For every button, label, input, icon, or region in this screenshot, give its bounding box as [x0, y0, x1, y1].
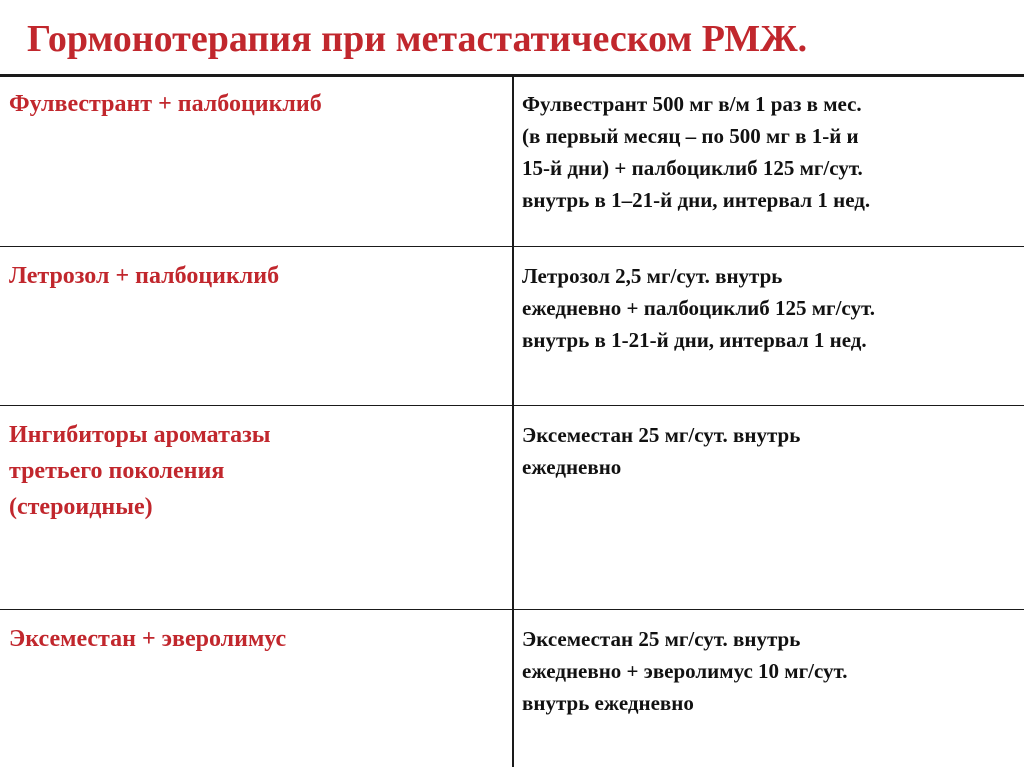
- regimen-dosage: Фулвестрант 500 мг в/м 1 раз в мес. (в первый месяц – по 500 мг в 1-й и 15-й дни) + палбоциклиб 125 мг/сут. внутрь в 1–21-й дни, интервал 1 нед.: [522, 92, 871, 212]
- regimen-name: Летрозол + палбоциклиб: [9, 263, 280, 289]
- regimen-dosage: Эксеместан 25 мг/сут. внутрь ежедневно: [522, 423, 801, 479]
- page-title: Гормонотерапия при метастатическом РМЖ.: [27, 18, 808, 60]
- regimen-dosage: Эксеместан 25 мг/сут. внутрь ежедневно + эверолимус 10 мг/сут. внутрь ежедневно: [522, 627, 848, 715]
- table-row: [0, 74, 1024, 246]
- table-row: [0, 405, 1024, 609]
- table-row: [0, 246, 1024, 405]
- regimen-table: [0, 74, 1024, 767]
- table-row: [0, 609, 1024, 767]
- regimen-name: Ингибиторы ароматазы третьего поколения (стероидные): [9, 422, 271, 520]
- regimen-dosage: Летрозол 2,5 мг/сут. внутрь ежедневно + палбоциклиб 125 мг/сут. внутрь в 1-21-й дни, интервал 1 нед.: [522, 264, 875, 352]
- regimen-name: Фулвестрант + палбоциклиб: [9, 91, 322, 117]
- regimen-name: Эксеместан + эверолимус: [9, 626, 287, 652]
